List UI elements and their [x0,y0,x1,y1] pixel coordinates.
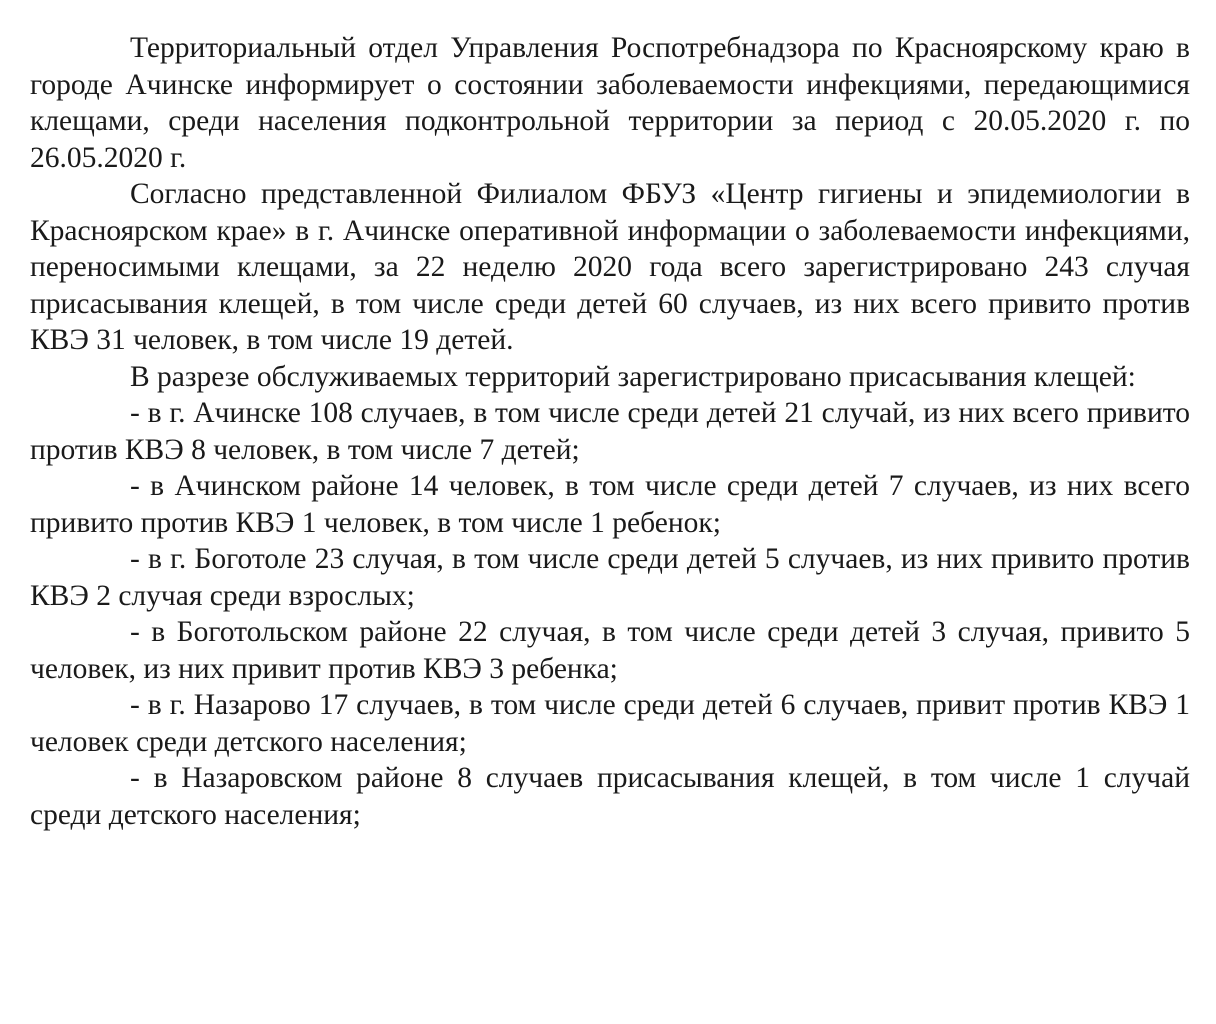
list-item-bogotol-city: - в г. Боготоле 23 случая, в том числе среди детей 5 случаев, из них привито против КВЭ 2 случая среди взрослых; [30,543,1190,612]
paragraph-territories-heading: В разрезе обслуживаемых территорий зарегистрировано присасывания клещей: [130,360,1136,393]
paragraph-intro: Территориальный отдел Управления Роспотребнадзора по Красноярскому краю в городе Ачинске информирует о состоянии заболеваемости инфекциями, передающимися клещами, среди населения подконтрольной территории за период с 20.05.2020 г. по 26.05.2020 г. [30,32,1190,174]
list-item-bogotol-district: - в Боготольском районе 22 случая, в том числе среди детей 3 случая, привито 5 человек, из них привит против КВЭ 3 ребенка; [30,616,1190,685]
list-item-nazarovo-city: - в г. Назарово 17 случаев, в том числе среди детей 6 случаев, привит против КВЭ 1 человек среди детского населения; [30,689,1190,758]
list-item-nazarovo-district: - в Назаровском районе 8 случаев присасывания клещей, в том числе 1 случай среди детского населения; [30,762,1190,831]
list-item-achinsk-city: - в г. Ачинске 108 случаев, в том числе среди детей 21 случай, из них всего привито против КВЭ 8 человек, в том числе 7 детей; [30,397,1190,466]
document-page [30,30,1190,833]
list-item-achinsk-district: - в Ачинском районе 14 человек, в том числе среди детей 7 случаев, из них всего привито против КВЭ 1 человек, в том числе 1 ребенок; [30,470,1190,539]
paragraph-summary: Согласно представленной Филиалом ФБУЗ «Центр гигиены и эпидемиологии в Красноярском крае» в г. Ачинске оперативной информации о заболеваемости инфекциями, переносимыми клещами, за 22 неделю 2020 года всего зарегистрировано 243 случая присасывания клещей, в том числе среди детей 60 случаев, из них всего привито против КВЭ 31 человек, в том числе 19 детей. [30,178,1190,356]
